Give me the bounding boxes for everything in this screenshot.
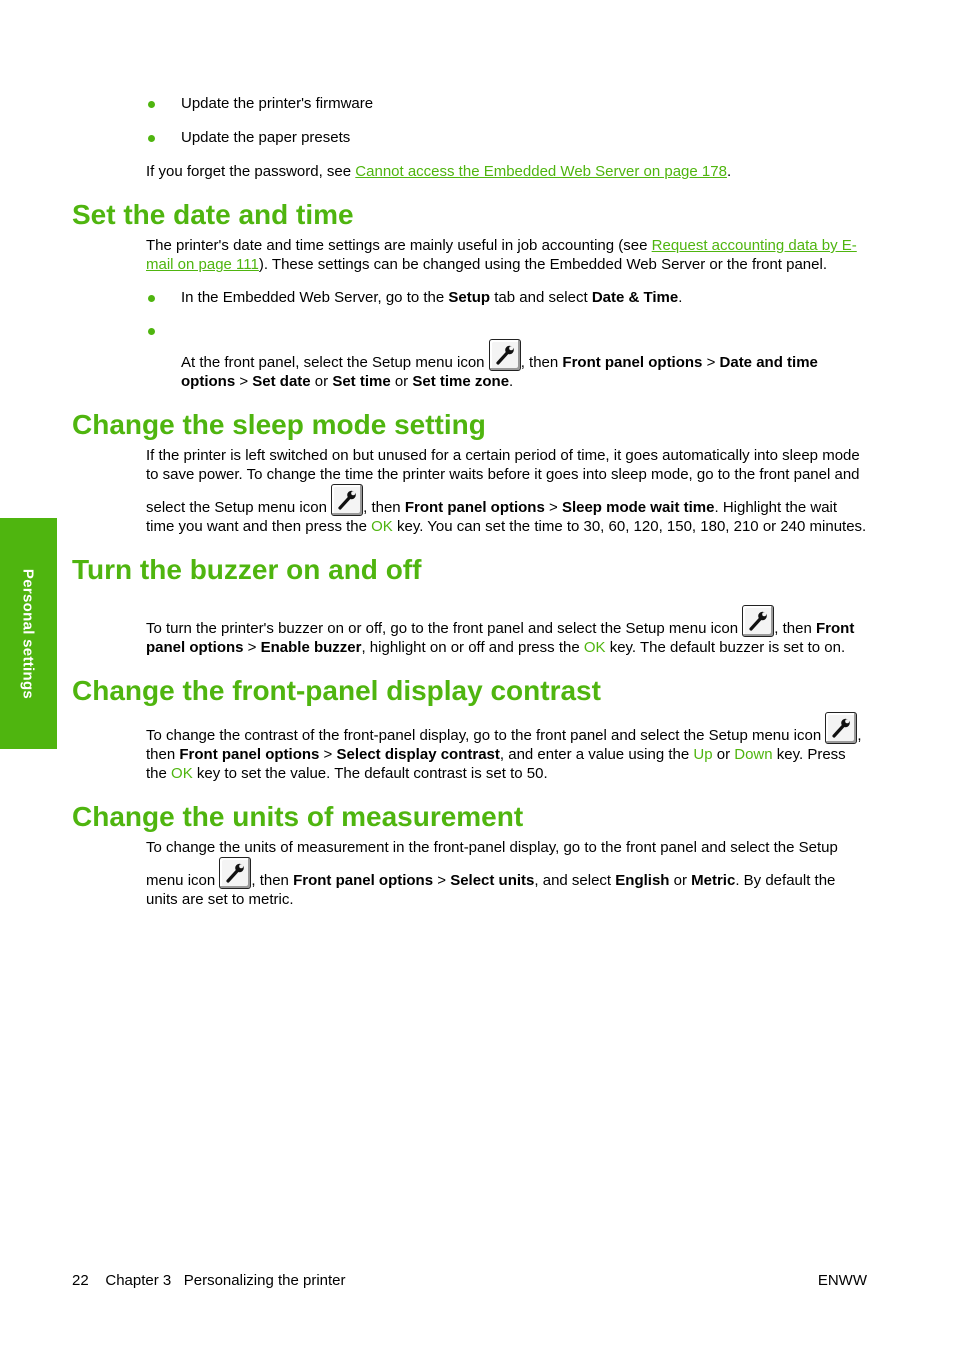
wrench-icon — [489, 339, 521, 371]
heading-units: Change the units of measurement — [72, 801, 524, 832]
up-key-label: Up — [693, 746, 713, 763]
bullet-icon — [148, 135, 155, 142]
chapter-label: Chapter 3 — [105, 1272, 172, 1289]
password-note: If you forget the password, see Cannot access the Embedded Web Server on page 178. — [146, 163, 732, 180]
date-time-list — [146, 288, 868, 391]
sleep-body: If the printer is left switched on but unused for a certain period of time, it goes automatically into sleep mode to save power. To change the time the printer waits before it goes into sleep mode, go to the front panel and select the Setup menu icon , then Front panel options > Sleep mode wait time. Highlight the wait time you want and then press the OK key. You can set the time to 30, 60, 120, 150, 180, 210 or 240 minutes. — [146, 447, 867, 535]
ok-key-label: OK — [371, 518, 393, 535]
heading-date-time: Set the date and time — [72, 199, 354, 230]
heading-buzzer: Turn the buzzer on and off — [72, 554, 422, 585]
accounting-link[interactable]: Request accounting data by E-mail on page 111 — [146, 237, 857, 273]
down-key-label: Down — [734, 746, 773, 763]
password-help-link[interactable]: Cannot access the Embedded Web Server on page 178 — [355, 163, 727, 180]
list-item: At the front panel, select the Setup menu icon , then Front panel options > Date and time options > Set date or Set time or Set time zone. — [146, 321, 868, 391]
bullet-icon — [148, 101, 155, 108]
side-tab-label: Personal settings — [19, 568, 37, 700]
wrench-icon — [742, 605, 774, 637]
buzzer-body: To turn the printer's buzzer on or off, go to the front panel and select the Setup menu icon , then Front panel options > Enable buzzer, highlight on or off and press the OK key. The default buzzer is set to on. — [146, 605, 868, 657]
footer-right: ENWW — [817, 1272, 867, 1289]
heading-contrast: Change the front-panel display contrast — [72, 675, 601, 706]
date-time-intro: The printer's date and time settings are mainly useful in job accounting (see Request accounting data by E-mail on page 111). These settings can be changed using the Embedded Web Server or the front panel. — [146, 237, 857, 273]
ok-key-label: OK — [583, 639, 606, 656]
page-number: 22 — [72, 1272, 89, 1289]
bullet-icon — [148, 295, 155, 302]
heading-sleep: Change the sleep mode setting — [72, 409, 486, 440]
footer — [72, 1272, 867, 1289]
list-item: In the Embedded Web Server, go to the Setup tab and select Date & Time. — [146, 288, 868, 307]
top-bullet-list — [146, 94, 868, 147]
ok-key-label: OK — [171, 765, 193, 782]
list-item: Update the paper presets — [146, 128, 868, 147]
wrench-icon — [825, 712, 857, 744]
wrench-icon — [219, 857, 251, 889]
wrench-icon — [331, 484, 363, 516]
chapter-title: Personalizing the printer — [183, 1272, 346, 1289]
list-item: Update the printer's firmware — [146, 94, 868, 113]
bullet-icon — [148, 328, 155, 335]
contrast-body: To change the contrast of the front-panel display, go to the front panel and select the Setup menu icon , then Front panel options > Select display contrast, and enter a value using the Up or Down key. Press the OK key to set the value. The default contrast is set to 50. — [146, 712, 868, 783]
content — [72, 94, 868, 909]
units-body: To change the units of measurement in the front-panel display, go to the front panel and select the Setup menu icon , then Front panel options > Select units, and select English or Metric. By default the units are set to metric. — [146, 839, 838, 908]
